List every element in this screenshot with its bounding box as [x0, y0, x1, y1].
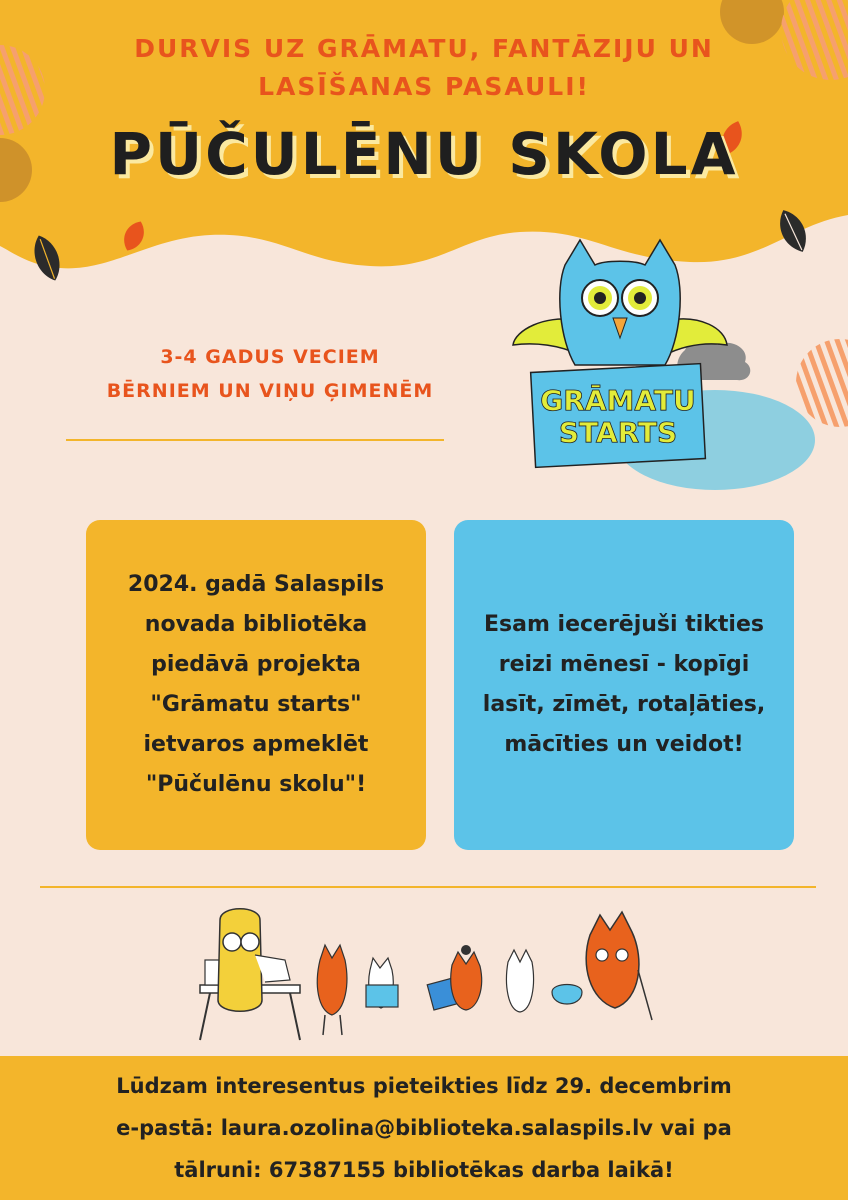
leaf-icon	[30, 232, 64, 284]
audience-line: 3-4 GADUS VECIEM	[160, 346, 380, 368]
tagline-line: DURVIS UZ GRĀMATU, FANTĀZIJU UN	[134, 34, 714, 63]
info-line: 2024. gadā Salaspils	[127, 572, 385, 597]
tagline-line: LASĪŠANAS PASAULI!	[258, 72, 590, 101]
info-line: novada bibliotēka	[144, 612, 368, 637]
info-line: piedāvā projekta	[151, 652, 361, 677]
info-line: mācīties un veidot!	[504, 732, 744, 757]
info-line: "Pūčulēnu skolu"!	[145, 772, 367, 797]
contact-footer	[0, 1056, 848, 1200]
footer-line: tālruni: 67387155 bibliotēkas darba laikā!	[174, 1158, 674, 1182]
info-line: ietvaros apmeklēt	[143, 732, 369, 757]
info-line: "Grāmatu starts"	[150, 692, 362, 717]
reading-characters-illustration	[190, 900, 670, 1045]
logo-text: GRĀMATU	[540, 384, 696, 417]
tagline	[0, 30, 848, 106]
info-line: Esam iecerējuši tikties	[483, 612, 764, 637]
footer-line: Lūdzam interesentus pieteikties līdz 29. decembrim	[116, 1074, 732, 1098]
info-box-project	[86, 520, 426, 850]
info-line: lasīt, zīmēt, rotaļāties,	[482, 692, 766, 717]
logo-text: STARTS	[558, 416, 678, 449]
audience-text	[40, 340, 500, 408]
info-box-activities	[454, 520, 794, 850]
divider-line	[40, 886, 816, 888]
info-line: reizi mēnesī - kopīgi	[498, 652, 750, 677]
leaf-icon	[120, 218, 148, 254]
page-title: PŪČULĒNU SKOLA	[109, 120, 739, 188]
divider-line	[66, 439, 444, 441]
gramatu-starts-owl-logo	[505, 220, 825, 500]
audience-line: BĒRNIEM UN VIŅU ĢIMENĒM	[106, 380, 434, 402]
footer-line: e-pastā: laura.ozolina@biblioteka.salaspils.lv vai pa	[116, 1116, 732, 1140]
